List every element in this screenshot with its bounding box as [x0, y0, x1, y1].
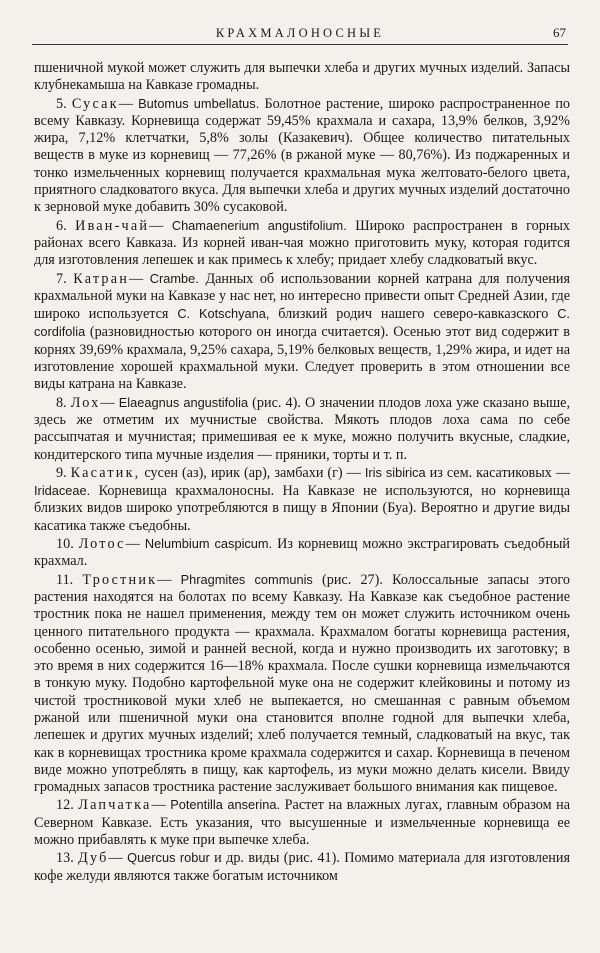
- text-run: 6.: [56, 217, 76, 234]
- text-run: —: [149, 217, 172, 234]
- body-text: [34, 60, 570, 885]
- latin-name: Phragmites communis: [180, 571, 313, 587]
- text-run: Корневища крахмалоносны. На Кавказе не используются, но корневища близких видов широко употребляются в пищу в Японии (Буа). Вероятно и другие виды касатика также съедобны.: [34, 483, 570, 534]
- text-run: —: [125, 536, 145, 553]
- entry-paragraph: [34, 571, 570, 797]
- text-run: (рис. 27). Колоссальные запасы этого растения находятся на болотах по всему Кавказу. На Кавказе как съедобное растение тростник пока не нашел применения, между тем он может служить источником очень ценного питательного продукта — крахмала. Крахмалом богаты корневища растения, особенно осенью, зимой и ранней весной, когда и нужно производить их заготовку; в это время в них содержится 16—18% крахмала. После сушки корневища измельчаются в тонкую муку. Подобно картофельной муке она не содержит клейковины и потому из чистой тростниковой муки хлеб не выпекается, но смешанная с равным объемом ржаной или пшеничной муки она становится вполне годной для выпечки хлеба, лепешек и других мучных изделий; хлеб получается темный, сладковатый на вкус, так как в корневищах тростника кроме крахмала содержится и сахар. Корневища в печеном виде можно употреблять в пищу, как картофель, из муки можно делать кисели. Ввиду громадных запасов тростника растение заслуживает большого внимания как пищевое.: [34, 571, 570, 796]
- entry-paragraph: [34, 394, 570, 464]
- text-run: и др. виды (рис. 41). Помимо материала для изготовления кофе желуди являются также богатым источником: [34, 850, 571, 884]
- plant-name: Иван-чай: [75, 217, 150, 234]
- text-run: —: [118, 95, 139, 112]
- text-run: 8.: [56, 394, 71, 411]
- running-head-title: КРАХМАЛОНОСНЫЕ: [215, 26, 385, 40]
- latin-name: Iridaceae.: [34, 483, 91, 499]
- plant-name: Лотос: [78, 536, 126, 553]
- text-run: Широко распространен в горных районах всего Кавказа. Из корней иван-чая можно приготовить муку, которая годится для изготовления лепешек и как примесь к хлебу; придает хлебу сладковатый вкус.: [34, 217, 571, 269]
- plant-name: Касатик,: [70, 464, 141, 481]
- text-run: 13.: [56, 850, 79, 867]
- text-run: Растет на влажных лугах, главным образом на Северном Кавказе. Есть указания, что высушенные и измельченные корневища ее можно прибавлять к муке при выпечке хлеба.: [34, 797, 571, 849]
- text-run: 5.: [56, 95, 72, 112]
- latin-name: Iris sibirica: [364, 464, 426, 480]
- latin-name: Crambe.: [149, 270, 199, 286]
- text-run: сусен (аз), ирик (ар), замбахи (г) —: [140, 464, 365, 481]
- plant-name: Лапчатка: [78, 797, 152, 814]
- text-run: 11.: [56, 571, 83, 588]
- latin-name: Chamaenerium angustifolium.: [171, 217, 347, 233]
- entry-paragraph: [34, 217, 570, 270]
- text-run: 12.: [56, 797, 79, 814]
- plant-name: Дуб: [78, 850, 109, 867]
- text-run: (рис. 4). О значении плодов лоха уже сказано выше, здесь же отметим их мучнистые свойства. Мякоть плодов лоха сама по себе рассыпчатая и мучнистая; примешивая ее к муке, можно получить вкусные, сладкие, кондитерского типа мучные изделия — пряники, торты и т. п.: [34, 394, 571, 463]
- entry-paragraph: [34, 95, 570, 217]
- plant-name: Лох: [70, 394, 101, 411]
- text-run: —: [108, 850, 128, 867]
- text-run: близкий родич нашего северо-кавказского: [269, 306, 558, 323]
- latin-name: Butomus umbellatus.: [138, 95, 260, 111]
- text-run: —: [151, 797, 171, 814]
- latin-name: Elaeagnus angustifolia: [118, 394, 249, 410]
- plant-name: Катран: [73, 270, 129, 287]
- text-run: —: [100, 394, 119, 411]
- entry-paragraph: [34, 464, 570, 535]
- text-run: Болотное растение, широко распространенное по всему Кавказу. Корневища содержат 59,45% крахмала и сахара, 13,9% белков, 3,92% жира, 7,12% клетчатки, 5,8% золы (Казакевич). Общее количество питательных веществ в муке из корневищ — 77,26% (в ржаной муке — 80,76%). Из поджаренных и тонко измельченных корневищ получается крахмальная мука желтовато-белого цвета, приятного сладковатого вкуса. Для выпечки хлеба и других мучных изделий достаточно к зерновой муке добавить 30% сусаковой.: [34, 95, 571, 216]
- text-run: Данных об использовании корней катрана для получения крахмальной муки на Кавказе у нас нет, но интересно привести опыт Средней Азии, где широко используется: [34, 270, 570, 323]
- text-run: —: [129, 270, 150, 287]
- running-header: [32, 24, 568, 46]
- text-run: 7.: [56, 270, 74, 287]
- text-run: из сем. касатиковых —: [425, 464, 571, 481]
- entry-paragraph: [34, 796, 570, 849]
- latin-name: C. Kotschyana,: [177, 306, 270, 322]
- latin-name: C. cordifolia: [34, 306, 570, 340]
- latin-name: Nelumbium caspicum.: [144, 536, 273, 552]
- latin-name: Quercus robur: [127, 850, 210, 866]
- page-number: 67: [553, 25, 566, 40]
- entry-paragraph: [34, 849, 570, 885]
- latin-name: Potentilla anserina.: [170, 797, 281, 813]
- text-run: пшеничной мукой может служить для выпечки хлеба и других мучных изделий. Запасы клубнекамыша на Кавказе громадны.: [34, 60, 570, 94]
- plant-name: Тростник: [82, 571, 158, 588]
- text-run: —: [157, 571, 181, 588]
- continuation-paragraph: [34, 60, 570, 95]
- text-run: Из корневищ можно экстрагировать съедобный крахмал.: [34, 536, 570, 570]
- entry-paragraph: [34, 270, 570, 394]
- text-run: 9.: [56, 464, 71, 481]
- text-run: 10.: [56, 536, 79, 553]
- text-run: (разновидностью которого он иногда считается). Осенью этот вид содержит в корнях 39,69% крахмала, 9,25% сахара, 5,19% белковых веществ, 1,29% жира, и идет на изготовление хорошей крахмальной муки. Следует проверить в этом отношении все виды катрана на Кавказе.: [34, 324, 570, 393]
- header-rule: [32, 44, 568, 45]
- plant-name: Сусак: [71, 95, 119, 112]
- entry-paragraph: [34, 535, 570, 571]
